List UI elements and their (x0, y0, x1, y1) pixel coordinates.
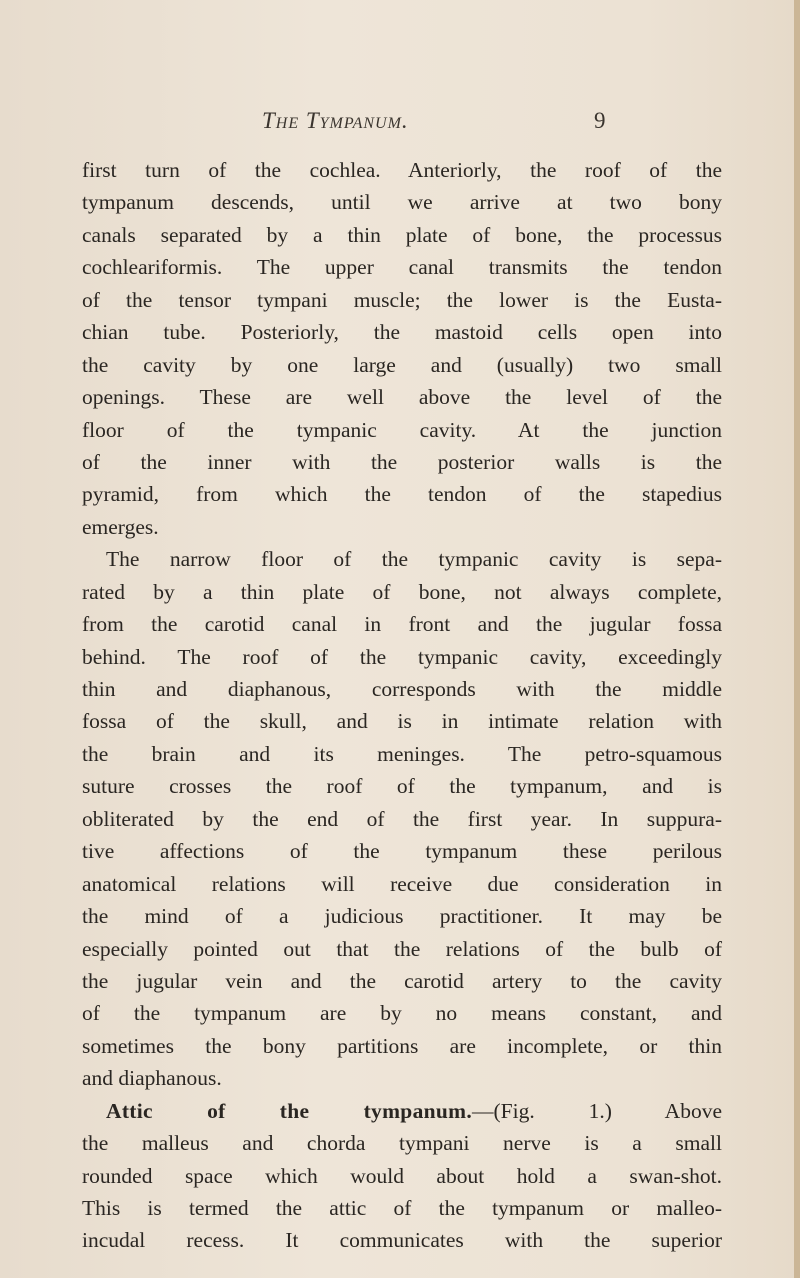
heading-continuation: —(Fig. 1.) Above (472, 1098, 722, 1123)
text-line: sometimes the bony partitions are incomplete, or thin (82, 1033, 722, 1058)
text-line: openings. These are well above the level of the (82, 385, 722, 410)
text-line: especially pointed out that the relations of the bulb of (82, 936, 722, 961)
text-line: first turn of the cochlea. Anteriorly, the roof of the (82, 158, 722, 182)
running-header (0, 108, 800, 140)
page-edge (794, 0, 800, 1278)
text-line: obliterated by the end of the first year. In suppura- (82, 806, 722, 831)
text-line: suture crosses the roof of the tympanum, and is (82, 774, 722, 799)
text-line: chian tube. Posteriorly, the mastoid cells open into (82, 320, 722, 345)
attic-heading-line (82, 1095, 722, 1127)
text-line: emerges. (82, 514, 159, 539)
text-line: of the tensor tympani muscle; the lower is the Eusta- (82, 287, 722, 312)
text-line: the mind of a judicious practitioner. It may be (82, 904, 722, 929)
text-line: floor of the tympanic cavity. At the junction (82, 417, 722, 442)
text-line: tive affections of the tympanum these perilous (82, 839, 722, 864)
text-line: from the carotid canal in front and the jugular fossa (82, 612, 722, 637)
body-text (82, 154, 722, 1257)
text-line: behind. The roof of the tympanic cavity, exceedingly (82, 644, 722, 669)
running-title: The Tympanum. (262, 108, 409, 133)
text-line: the jugular vein and the carotid artery to the cavity (82, 968, 722, 993)
text-line: the malleus and chorda tympani nerve is a small (82, 1131, 722, 1156)
text-line: cochleariformis. The upper canal transmits the tendon (82, 255, 722, 280)
text-line: anatomical relations will receive due consideration in (82, 871, 722, 896)
text-line: fossa of the skull, and is in intimate relation with (82, 709, 722, 734)
text-line: incudal recess. It communicates with the superior (82, 1228, 722, 1253)
text-line: the brain and its meninges. The petro-squamous (82, 741, 722, 766)
text-line: the cavity by one large and (usually) two small (82, 352, 722, 377)
text-line: pyramid, from which the tendon of the stapedius (82, 482, 722, 507)
text-line: and diaphanous. (82, 1066, 222, 1091)
section-heading: Attic of the tympanum. (106, 1098, 473, 1123)
text-line: canals separated by a thin plate of bone, the processus (82, 222, 722, 247)
text-line: of the inner with the posterior walls is the (82, 449, 722, 474)
text-line: of the tympanum are by no means constant, and (82, 1001, 722, 1026)
text-line: thin and diaphanous, corresponds with the middle (82, 677, 722, 701)
text-line: The narrow floor of the tympanic cavity is sepa- (106, 547, 722, 572)
text-line: tympanum descends, until we arrive at two bony (82, 190, 722, 215)
text-line: rated by a thin plate of bone, not always complete, (82, 579, 722, 604)
text-line: This is termed the attic of the tympanum or malleo- (82, 1196, 722, 1220)
page-number: 9 (594, 108, 606, 133)
text-line: rounded space which would about hold a swan-shot. (82, 1163, 722, 1188)
